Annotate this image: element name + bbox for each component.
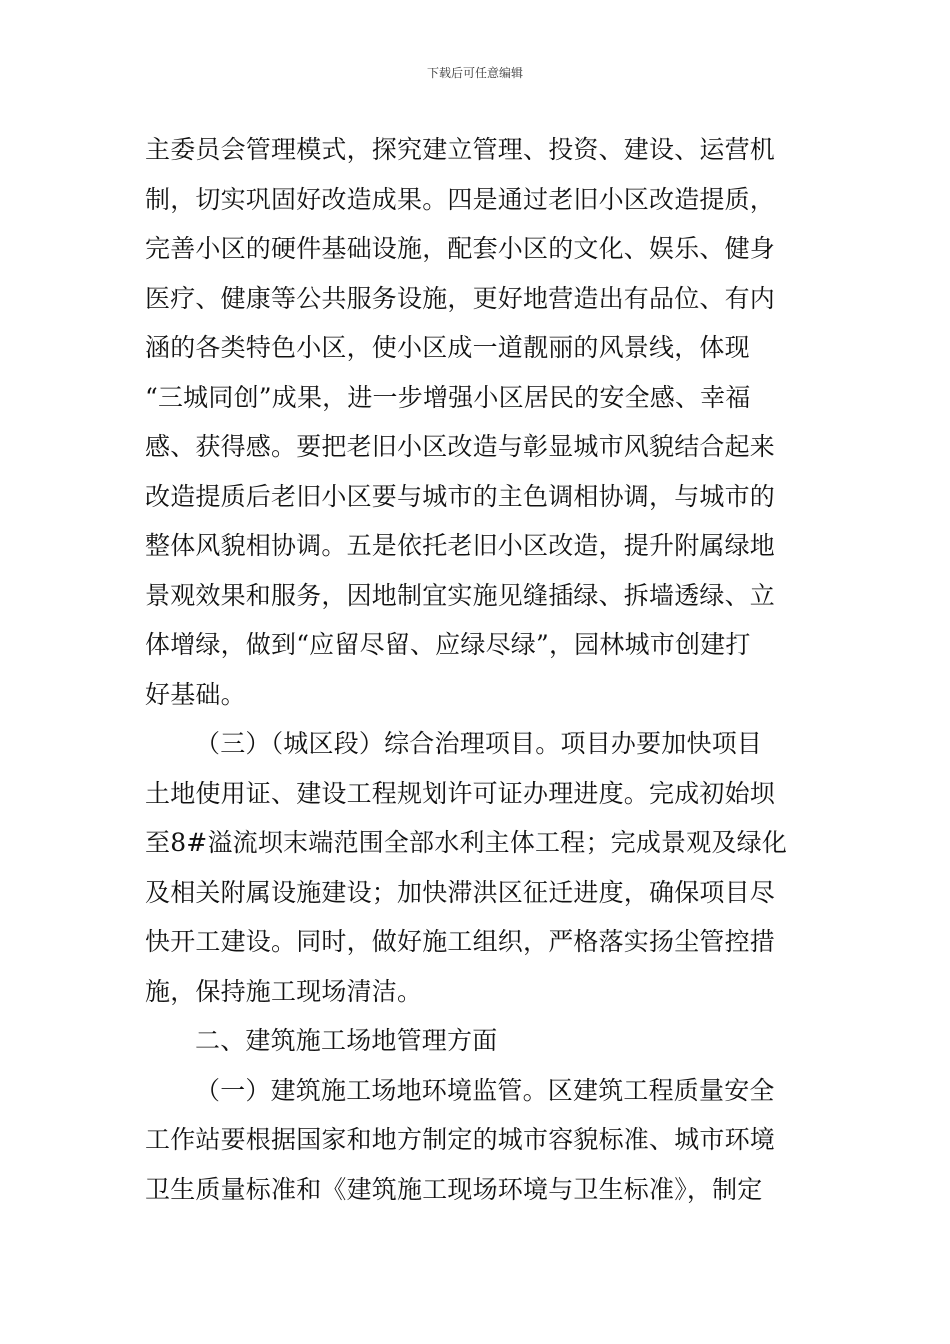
text-line-20: （一）建筑施工场地环境监管。区建筑工程质量安全 [195,1075,775,1105]
text-line-18: 施，保持施工现场清洁。 [145,976,423,1006]
text-line-7: 感、获得感。要把老旧小区改造与彰显城市风貌结合起来 [145,432,776,461]
page-header-note: 下载后可任意编辑 [426,66,523,80]
document-body [145,125,807,1214]
text-line-13: （三）（城区段）综合治理项目。项目办要加快项目 [195,729,763,758]
text-line-17: 快开工建设。同时，做好施工组织，严格落实扬尘管控措 [145,927,776,956]
text-line-6: “三城同创”成果，进一步增强小区居民的安全感、幸福 [145,382,751,412]
text-line-22: 卫生质量标准和《建筑施工现场环境与卫生标准》，制定 [145,1174,763,1204]
text-line-2: 制，切实巩固好改造成果。四是通过老旧小区改造提质， [145,184,776,214]
text-line-4: 医疗、健康等公共服务设施，更好地营造出有品位、有内 [145,283,776,313]
text-line-16: 及相关附属设施建设；加快滞洪区征迁进度，确保项目尽 [145,877,776,907]
text-line-12: 好基础。 [145,679,246,709]
text-line-11: 体增绿，做到“应留尽留、应绿尽绿”，园林城市创建打 [145,630,751,659]
text-line-10: 景观效果和服务，因地制宜实施见缝插绿、拆墙透绿、立 [145,580,776,610]
text-line-1: 主委员会管理模式，探究建立管理、投资、建设、运营机 [145,135,776,164]
text-line-3: 完善小区的硬件基础设施，配套小区的文化、娱乐、健身 [145,234,776,263]
text-line-14: 土地使用证、建设工程规划许可证办理进度。完成初始坝 [145,778,776,808]
text-line-8: 改造提质后老旧小区要与城市的主色调相协调，与城市的 [145,481,776,511]
text-line-5: 涵的各类特色小区，使小区成一道靓丽的风景线，体现 [145,333,750,362]
text-line-15: 至8#溢流坝末端范围全部水利主体工程；完成景观及绿化 [145,828,788,857]
section-heading: 二、建筑施工场地管理方面 [195,1026,498,1055]
text-line-21: 工作站要根据国家和地方制定的城市容貌标准、城市环境 [145,1125,776,1154]
text-line-9: 整体风貌相协调。五是依托老旧小区改造，提升附属绿地 [145,531,776,560]
